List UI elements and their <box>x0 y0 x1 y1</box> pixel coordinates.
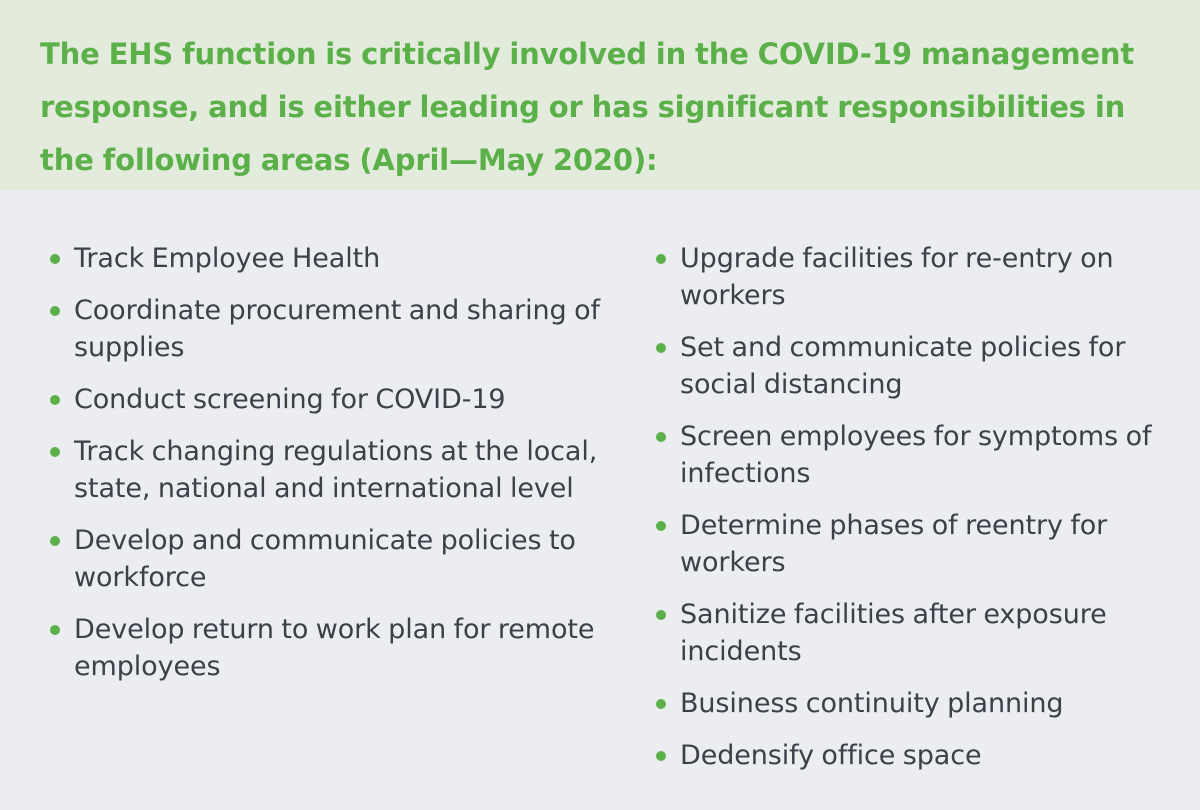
bullet-dot-icon <box>50 395 60 405</box>
list-item <box>50 522 610 596</box>
list-item-text: Determine phases of reentry for workers <box>680 510 1108 578</box>
list-item <box>656 685 1196 722</box>
bullet-dot-icon <box>50 447 60 457</box>
list-item-text: Screen employees for symptoms of infections <box>680 421 1152 489</box>
list-item <box>50 381 610 418</box>
list-item <box>50 611 610 685</box>
list-item <box>656 240 1196 314</box>
list-item <box>656 596 1196 670</box>
list-item-text: Track Employee Health <box>74 243 381 274</box>
bullet-dot-icon <box>50 254 60 264</box>
page-title: The EHS function is critically involved in the COVID-19 management response, and is either leading or has significant responsibilities in the following areas (April—May 2020): <box>40 37 1135 177</box>
list-item <box>656 329 1196 403</box>
bullet-dot-icon <box>656 432 666 442</box>
list-item-text: Develop and communicate policies to workforce <box>74 525 576 593</box>
list-item <box>50 433 610 507</box>
bullet-dot-icon <box>656 610 666 620</box>
bullet-dot-icon <box>50 536 60 546</box>
left-responsibility-list <box>50 240 610 700</box>
header-banner <box>0 0 1200 190</box>
list-item <box>656 418 1196 492</box>
list-item-text: Set and communicate policies for social distancing <box>680 332 1126 400</box>
list-item <box>50 240 610 277</box>
list-item-text: Sanitize facilities after exposure incidents <box>680 599 1107 667</box>
right-responsibility-list <box>656 240 1196 789</box>
list-item <box>656 737 1196 774</box>
list-item <box>656 507 1196 581</box>
list-item-text: Upgrade facilities for re-entry on workers <box>680 243 1114 311</box>
bullet-dot-icon <box>656 699 666 709</box>
list-item-text: Track changing regulations at the local, state, national and international level <box>74 436 598 504</box>
bullet-dot-icon <box>50 306 60 316</box>
bullet-dot-icon <box>50 625 60 635</box>
list-item-text: Dedensify office space <box>680 740 982 771</box>
list-item <box>50 292 610 366</box>
list-item-text: Conduct screening for COVID-19 <box>74 384 506 415</box>
bullet-dot-icon <box>656 521 666 531</box>
list-item-text: Develop return to work plan for remote employees <box>74 614 595 682</box>
list-item-text: Coordinate procurement and sharing of supplies <box>74 295 600 363</box>
bullet-dot-icon <box>656 343 666 353</box>
bullet-dot-icon <box>656 254 666 264</box>
list-item-text: Business continuity planning <box>680 688 1064 719</box>
bullet-dot-icon <box>656 751 666 761</box>
